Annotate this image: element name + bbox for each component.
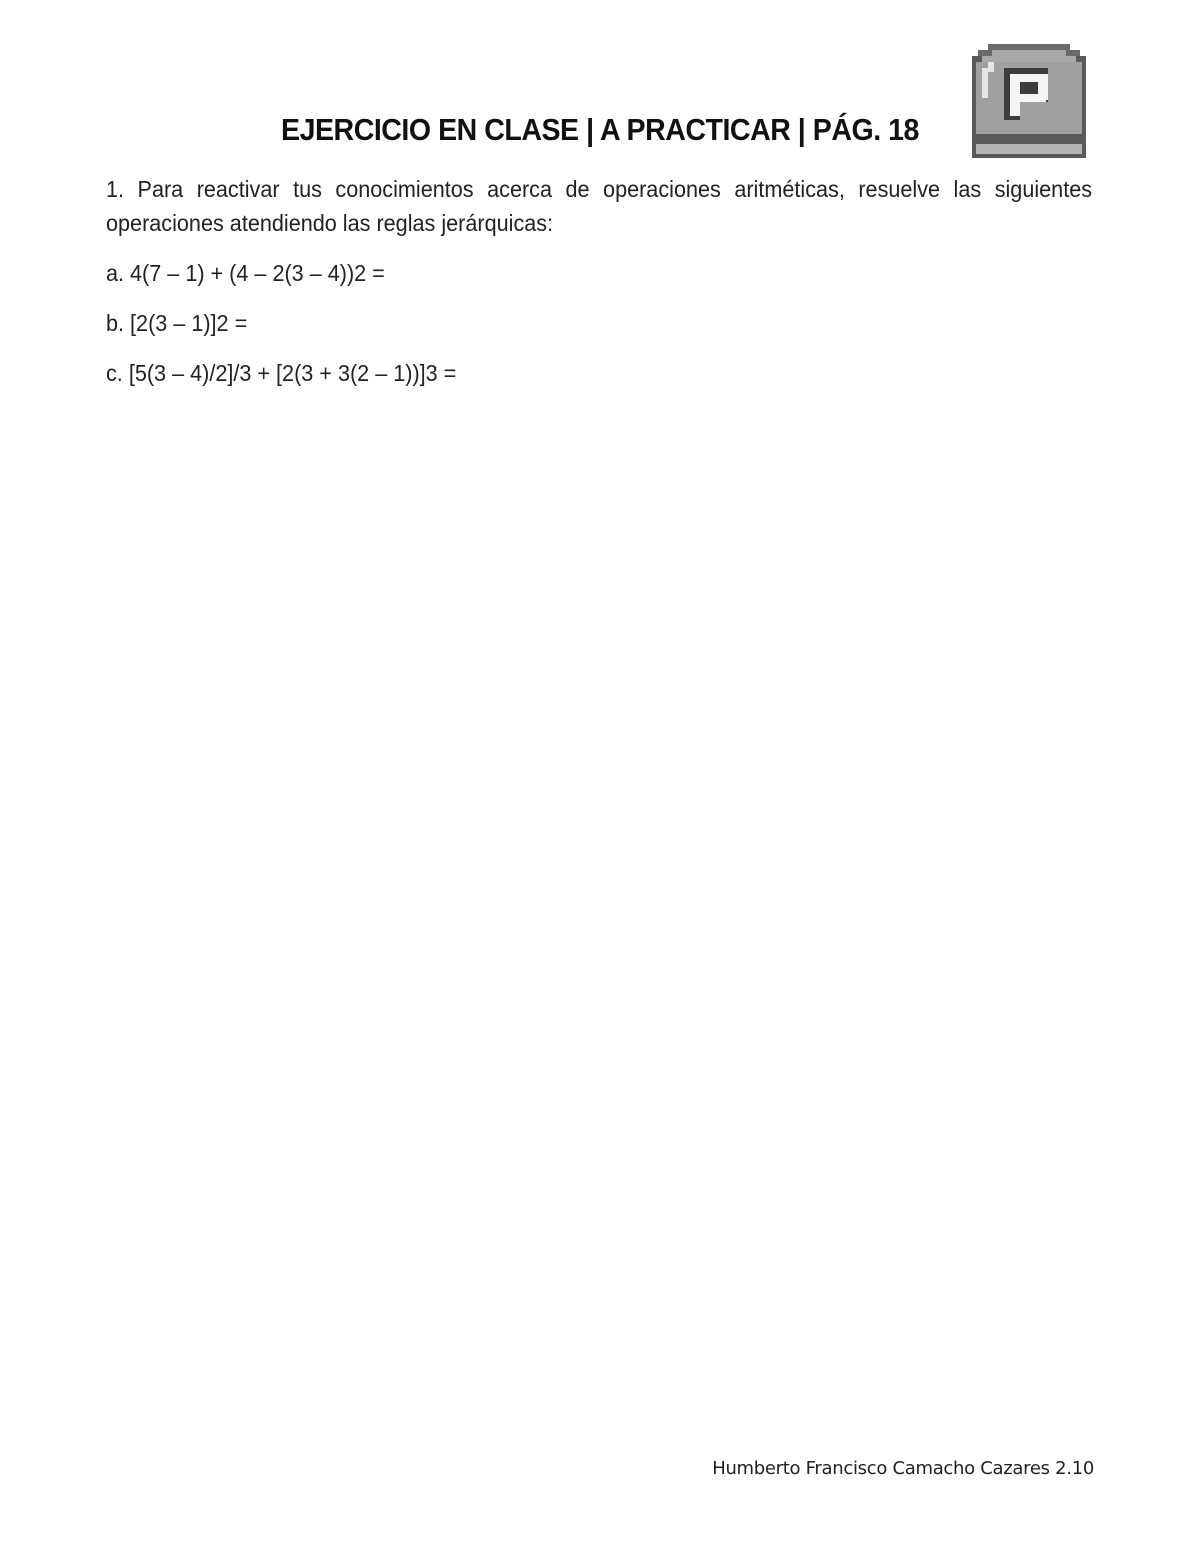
page-title: EJERCICIO EN CLASE | A PRACTICAR | PÁG. 18 <box>281 112 919 147</box>
p-badge-icon <box>968 42 1090 162</box>
exercise-b: b. [2(3 – 1)]2 = <box>106 310 248 336</box>
exercise-body <box>106 172 1093 386</box>
exercise-a: a. 4(7 – 1) + (4 – 2(3 – 4))2 = <box>106 260 385 286</box>
page-footer: Humberto Francisco Camacho Cazares 2.10 <box>712 1458 1094 1479</box>
instructions-text: 1. Para reactivar tus conocimientos acerca de operaciones aritméticas, resuelve las siguientes operaciones atendiendo las reglas jerárquicas: <box>106 176 1093 236</box>
exercise-c: c. [5(3 – 4)/2]/3 + [2(3 + 3(2 – 1))]3 = <box>106 360 457 386</box>
